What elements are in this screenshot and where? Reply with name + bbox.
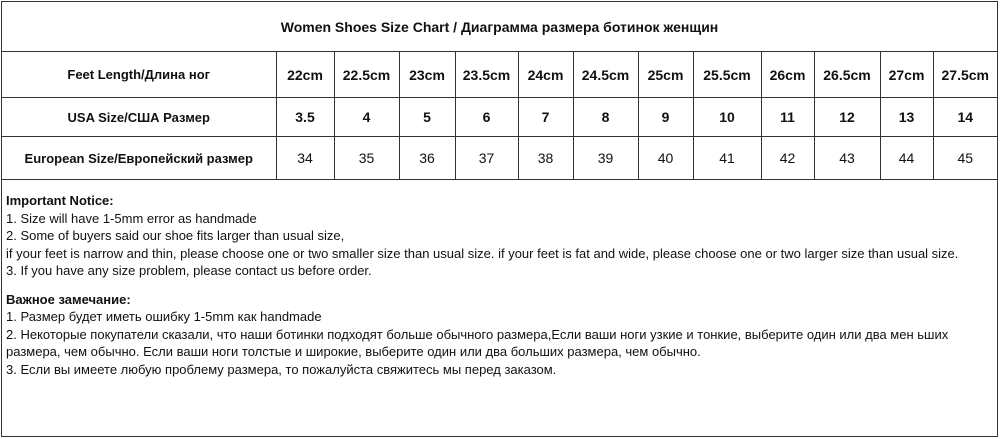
size-cell: 23.5cm	[455, 52, 518, 98]
notice-section	[6, 192, 991, 378]
notice-en-line: 2. Some of buyers said our shoe fits larger than usual size,	[6, 228, 345, 243]
notice-ru-line: 3. Если вы имеете любую проблему размера, то пожалуйста свяжитесь мы перед заказом.	[6, 361, 557, 377]
size-chart-frame	[1, 1, 998, 437]
size-cell: 44	[880, 137, 933, 180]
size-cell: 24cm	[518, 52, 573, 98]
size-cell: 23cm	[399, 52, 455, 98]
row-label: Feet Length/Длина ног	[2, 52, 276, 98]
size-cell: 39	[573, 137, 638, 180]
size-cell: 14	[933, 98, 997, 137]
size-cell: 36	[399, 137, 455, 180]
feet-length-row	[2, 52, 997, 98]
notice-en-line: 1. Size will have 1-5mm error as handmade	[6, 210, 257, 226]
size-cell: 5	[399, 98, 455, 137]
size-cell: 22cm	[276, 52, 334, 98]
size-cell: 4	[334, 98, 399, 137]
size-cell: 11	[761, 98, 814, 137]
notice-en-line: 3. If you have any size problem, please contact us before order.	[6, 263, 372, 278]
size-cell: 13	[880, 98, 933, 137]
notice-ru-line: 2. Некоторые покупатели сказали, что наши ботинки подходят больше обычного размера,Если ваши ноги узкие и тонкие, выберите один или два мен ьших размера, чем обычно. Если ваши ноги толстые и широкие, выберите один или два больших размера, чем обычно.	[6, 326, 949, 359]
size-cell: 38	[518, 137, 573, 180]
size-cell: 24.5cm	[573, 52, 638, 98]
notice-en-line: if your feet is narrow and thin, please choose one or two smaller size than usual size. if your feet is fat and wide, please choose one or two larger size than usual size.	[6, 245, 959, 261]
size-cell: 26cm	[761, 52, 814, 98]
size-cell: 3.5	[276, 98, 334, 137]
size-cell: 40	[638, 137, 693, 180]
size-cell: 22.5cm	[334, 52, 399, 98]
row-label: European Size/Европейский размер	[2, 137, 276, 180]
size-cell: 43	[814, 137, 880, 180]
size-cell: 12	[814, 98, 880, 137]
notice-ru-line: 1. Размер будет иметь ошибку 1-5mm как handmade	[6, 309, 322, 324]
usa-size-row	[2, 98, 997, 137]
notice-en-heading: Important Notice:	[6, 193, 114, 208]
size-cell: 27cm	[880, 52, 933, 98]
size-cell: 27.5cm	[933, 52, 997, 98]
size-cell: 42	[761, 137, 814, 180]
size-cell: 25cm	[638, 52, 693, 98]
chart-title: Women Shoes Size Chart / Диаграмма размера ботинок женщин	[2, 2, 997, 52]
size-cell: 35	[334, 137, 399, 180]
size-cell: 41	[693, 137, 761, 180]
size-cell: 6	[455, 98, 518, 137]
notice-ru-heading: Важное замечание:	[6, 291, 131, 307]
size-cell: 45	[933, 137, 997, 180]
size-cell: 26.5cm	[814, 52, 880, 98]
size-table	[2, 52, 997, 180]
size-cell: 7	[518, 98, 573, 137]
row-label: USA Size/США Размер	[2, 98, 276, 137]
size-cell: 25.5cm	[693, 52, 761, 98]
european-size-row	[2, 137, 997, 180]
size-cell: 37	[455, 137, 518, 180]
size-cell: 8	[573, 98, 638, 137]
size-cell: 9	[638, 98, 693, 137]
size-cell: 10	[693, 98, 761, 137]
size-cell: 34	[276, 137, 334, 180]
